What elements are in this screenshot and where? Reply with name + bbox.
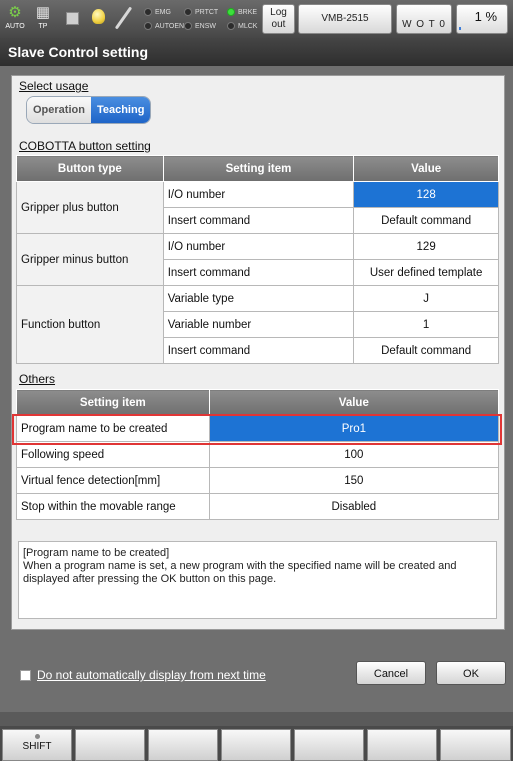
auto-display-checkbox[interactable] <box>20 668 266 682</box>
function-key-strip <box>0 712 513 726</box>
logout-label-line2: out <box>271 19 286 30</box>
tp-label: TP <box>38 23 48 30</box>
function-key-2[interactable] <box>148 729 218 761</box>
value-cell[interactable]: Disabled <box>209 494 498 520</box>
value-cell[interactable]: User defined template <box>354 260 499 286</box>
select-usage-heading: Select usage <box>19 79 89 93</box>
lamp-icon[interactable] <box>92 9 105 24</box>
speed-value: 1 % <box>474 9 497 24</box>
table-header-row <box>17 390 499 416</box>
value-cell[interactable]: Pro1 <box>209 416 498 442</box>
function-key-5[interactable] <box>367 729 437 761</box>
setting-item-cell: Insert command <box>163 338 354 364</box>
setting-item-cell: I/O number <box>163 182 354 208</box>
top-toolbar <box>0 0 513 38</box>
indicator-ensw <box>184 22 216 30</box>
value-cell[interactable]: J <box>354 286 499 312</box>
setting-item-cell: Following speed <box>17 442 210 468</box>
value-cell[interactable]: 100 <box>209 442 498 468</box>
function-key-1[interactable] <box>75 729 145 761</box>
indicator-label: ENSW <box>195 22 216 30</box>
settings-panel <box>11 75 505 630</box>
table-row[interactable] <box>17 234 499 260</box>
setting-item-cell: Insert command <box>163 208 354 234</box>
indicator-brke <box>227 8 257 16</box>
value-cell[interactable]: 129 <box>354 234 499 260</box>
cancel-button[interactable]: Cancel <box>356 661 426 685</box>
table-row[interactable] <box>17 286 499 312</box>
setting-item-cell: Variable number <box>163 312 354 338</box>
ok-button[interactable]: OK <box>436 661 506 685</box>
shift-key[interactable] <box>2 729 72 761</box>
description-body: When a program name is set, a new program with the specified name will be created and displayed after pressing the OK button on this page. <box>23 560 457 585</box>
column-header-value: Value <box>354 156 499 182</box>
button-type-cell: Gripper minus button <box>17 234 164 286</box>
column-header-setting-item: Setting item <box>163 156 354 182</box>
indicator-dot-icon <box>227 22 235 30</box>
logout-label-line1: Log <box>270 7 287 18</box>
table-row[interactable] <box>17 182 499 208</box>
usage-option-operation[interactable]: Operation <box>27 97 91 123</box>
shift-led-icon <box>35 734 40 739</box>
button-type-cell: Function button <box>17 286 164 364</box>
usage-segmented-control <box>26 96 151 124</box>
robot-model-label: VMB-2515 <box>321 13 369 24</box>
tool-frame-button[interactable] <box>396 4 452 34</box>
indicator-emg <box>144 8 171 16</box>
tool-frame-label: W O T 0 <box>402 19 446 30</box>
wrench-icon[interactable] <box>115 6 132 29</box>
indicator-dot-icon <box>144 22 152 30</box>
function-key-3[interactable] <box>221 729 291 761</box>
teach-pendant-icon[interactable]: ▦ TP <box>35 4 51 30</box>
value-cell[interactable]: 1 <box>354 312 499 338</box>
value-cell[interactable]: 128 <box>354 182 499 208</box>
description-box <box>18 541 497 619</box>
page-title: Slave Control setting <box>0 38 513 66</box>
indicator-dot-icon <box>184 8 192 16</box>
column-header-value: Value <box>209 390 498 416</box>
indicator-mlck <box>227 22 257 30</box>
indicator-prtct <box>184 8 218 16</box>
table-row[interactable] <box>17 468 499 494</box>
indicator-dot-icon <box>227 8 235 16</box>
value-cell[interactable]: 150 <box>209 468 498 494</box>
setting-item-cell: I/O number <box>163 234 354 260</box>
speed-button[interactable] <box>456 4 508 34</box>
indicator-dot-icon <box>144 8 152 16</box>
indicator-label: PRTCT <box>195 8 219 16</box>
cobotta-heading: COBOTTA button setting <box>19 139 151 153</box>
table-row[interactable] <box>17 494 499 520</box>
column-header-button-type: Button type <box>17 156 164 182</box>
selection-highlight <box>12 414 502 445</box>
logout-button[interactable] <box>262 4 295 34</box>
others-table <box>16 389 499 520</box>
indicator-autoen <box>144 22 184 30</box>
table-header-row <box>17 156 499 182</box>
function-key-6[interactable] <box>440 729 511 761</box>
setting-item-cell: Virtual fence detection[mm] <box>17 468 210 494</box>
table-row[interactable] <box>17 442 499 468</box>
main-content <box>0 66 513 712</box>
indicator-label: AUTOEN <box>155 22 185 30</box>
cobotta-button-table <box>16 155 499 364</box>
speed-bar <box>459 27 461 30</box>
indicator-label: EMG <box>155 8 171 16</box>
shift-label: SHIFT <box>22 741 52 752</box>
setting-item-cell: Stop within the movable range <box>17 494 210 520</box>
value-cell[interactable]: Default command <box>354 338 499 364</box>
function-key-4[interactable] <box>294 729 364 761</box>
others-heading: Others <box>19 372 56 386</box>
checkbox-icon[interactable] <box>20 670 31 681</box>
usage-option-teaching[interactable]: Teaching <box>91 97 150 123</box>
function-key-bar <box>0 712 513 761</box>
indicator-label: BRKE <box>238 8 258 16</box>
button-type-cell: Gripper plus button <box>17 182 164 234</box>
auto-label: AUTO <box>5 23 25 30</box>
indicator-dot-icon <box>184 22 192 30</box>
setting-item-cell: Insert command <box>163 260 354 286</box>
robot-model-button[interactable] <box>298 4 392 34</box>
setting-item-cell: Variable type <box>163 286 354 312</box>
indicator-label: MLCK <box>238 22 258 30</box>
checkbox-label[interactable]: Do not automatically display from next time <box>37 668 266 682</box>
column-header-setting-item: Setting item <box>17 390 210 416</box>
description-title: [Program name to be created] <box>23 547 170 559</box>
stop-icon[interactable] <box>66 12 79 25</box>
setting-item-cell: Program name to be created <box>17 416 210 442</box>
auto-mode-icon[interactable]: ⚙ AUTO <box>5 4 25 30</box>
value-cell[interactable]: Default command <box>354 208 499 234</box>
